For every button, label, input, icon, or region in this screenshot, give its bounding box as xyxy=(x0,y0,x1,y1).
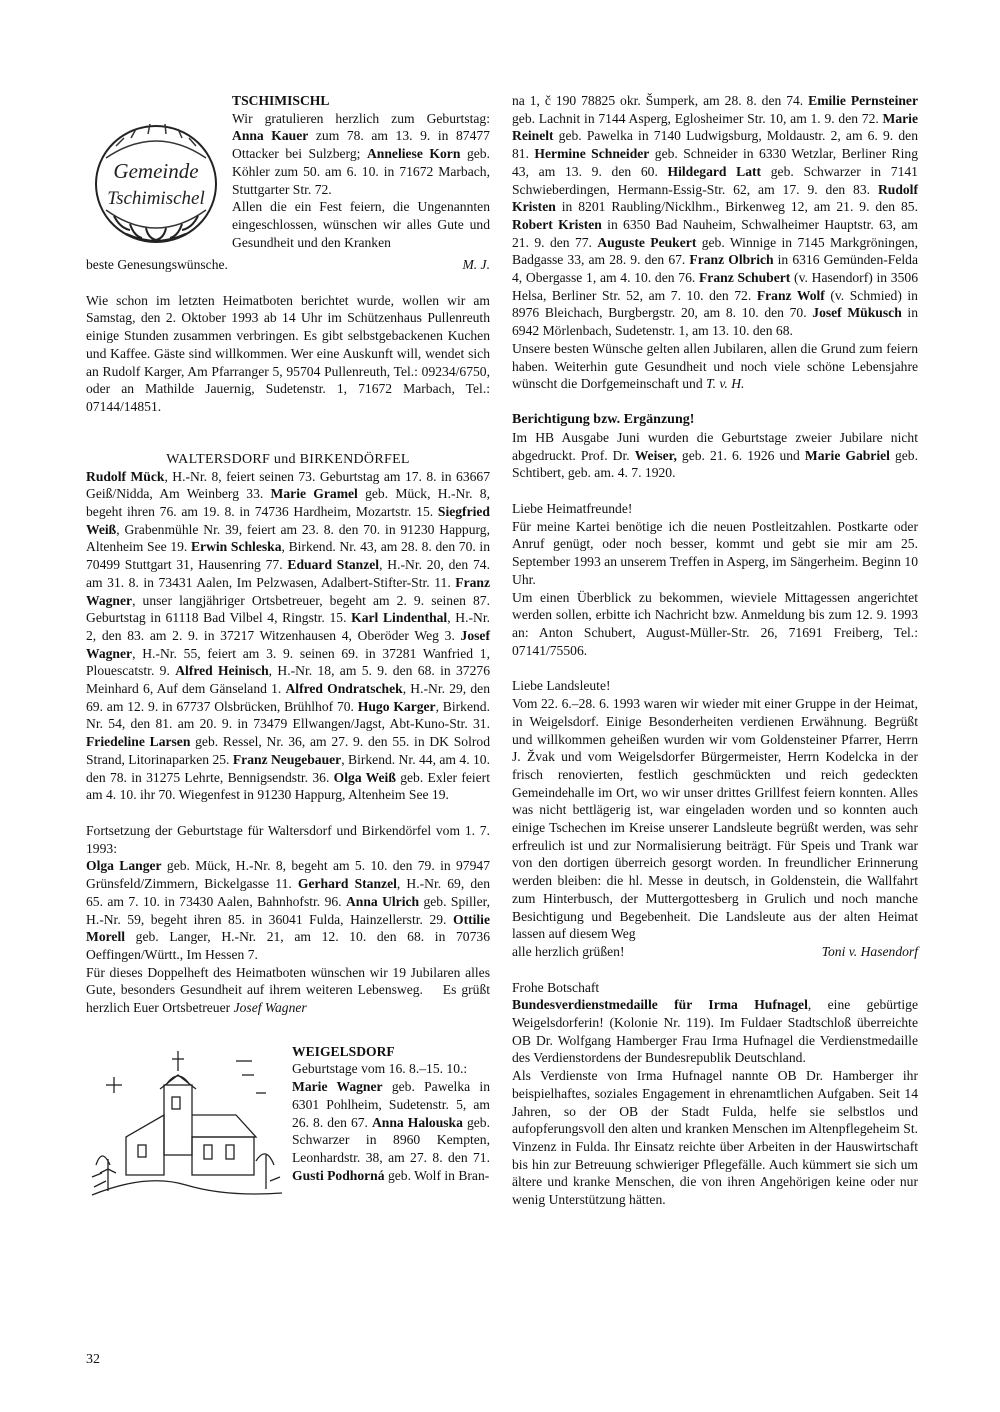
left-column xyxy=(86,92,490,1210)
landsleute-end: alle herzlich grüßen! Toni v. Hasendorf xyxy=(512,943,918,959)
spacer xyxy=(512,393,918,411)
jubilar-name: Anneliese Korn xyxy=(366,146,461,162)
jubilar-name: Ottilie Morell xyxy=(86,911,490,945)
entry-lead-text: na 1, č 190 78825 okr. Šumperk, am 28. 8. den 74. xyxy=(512,93,809,108)
jubilar-name: Hildegard Latt xyxy=(667,163,762,179)
right-column xyxy=(512,92,918,1209)
tschimischl-greetings: Wir gratulieren herzlich zum Geburtstag: Anna Kauer zum 78. am 13. 9. in 87477 Ottacker bei Sulzberg; Anneliese Korn geb. Köhler zum 50. am 6. 10. in 71672 Marbach, Stuttgarter Str. 72. xyxy=(232,110,490,197)
jubilar-name: Gerhard Stanzel xyxy=(297,876,397,892)
jubilar-details: , Birkend. Nr. 54, den 81. am 20. 9. in 73479 Ellwangen/Jagst, Abt-Kuno-Str. 31. xyxy=(86,698,490,732)
jubilar-name: Josef Wagner xyxy=(86,627,490,661)
spacer xyxy=(86,804,490,822)
jubilar-name: Marie Gabriel xyxy=(804,447,890,463)
jubilar-name: Rudolf Mück xyxy=(86,468,165,484)
jubilar-details: geb. Pawelka in 7140 Ludwigsburg, Moldaustr. 2, am 6. 9. den 81. xyxy=(512,128,918,162)
jubilar-name: Gusti Podhorná xyxy=(292,1167,385,1183)
signature: M. J. xyxy=(462,257,490,272)
tschimischl-wishes-end: beste Genesungswünsche. M. J. xyxy=(86,257,490,272)
salutation: Liebe Landsleute! xyxy=(512,678,611,694)
jubilar-name: Marie Reinelt xyxy=(512,110,918,144)
jubilar-name: Hermine Schneider xyxy=(534,146,650,162)
waltersdorf-closing: Für dieses Doppelheft des Heimatboten wünschen wir 19 Jubilaren alles Gute, besonders Gesundheit auf ihrem weiteren Lebensweg. Es grüßt herzlich Euer Ortsbetreuer Josef Wagner xyxy=(86,964,491,1016)
section-waltersdorf xyxy=(86,452,490,1017)
jubilar-details: , Birkend. Nr. 44, am 4. 10. den 78. in 31275 Lehrte, Bennigsendstr. 36. xyxy=(86,751,490,785)
tschimischl-event: Wie schon im letzten Heimatboten berichtet wurde, wollen wir am Samstag, den 2. Oktober 1993 ab 14 Uhr im Schützenhaus Pullenreuth einige Stunden zusammen verbringen. Es gibt selbstgebackenen Kuchen und Kaffee. Gäste sind willkommen. Wer eine Auskunft will, wendet sich an Rudolf Karger, Am Pfarranger 5, 95704 Pullenreuth, Tel.: 09234/6750, oder an Mathilde Jauernig, Sudetenstr. 1, 71672 Marbach, Tel.: 07144/14851. xyxy=(86,292,490,414)
signature: Josef Wagner xyxy=(233,1000,307,1016)
spacer xyxy=(512,482,918,500)
jubilar-name: Eduard Stanzel xyxy=(287,557,380,573)
jubilar-name: Olga Langer xyxy=(86,858,162,874)
jubilar-name: Alfred Heinisch xyxy=(175,663,269,679)
botschaft-text-1: Bundesverdienstmedaille für Irma Hufnagel, eine gebürtige Weigelsdorferin! (Kolonie Nr. 119). Im Fuldaer Stadtschloß überreichte OB Dr. Wolfgang Hamberger Frau Irma Hufnagel die Verdienstmedaille des Verdienstordens der Bundesrepublik Deutschland. xyxy=(512,997,918,1066)
jubilar-name: Karl Lindenthal xyxy=(351,610,448,626)
section-weigelsdorf xyxy=(86,1043,490,1185)
waltersdorf-birthdays xyxy=(86,468,490,804)
tschimischl-wishes: Allen die ein Fest feiern, die Ungenannten eingeschlossen, wünschen wir alles Gute und Gesundheit und den Kranken xyxy=(232,199,490,250)
jubilar-details: geb. Langer, H.-Nr. 21, am 12. 10. den 68. in 70736 Oeffingen/Württ., Im Hessen 7. xyxy=(86,929,490,962)
botschaft-title: Bundesverdienstmedaille für Irma Hufnagel xyxy=(512,997,808,1013)
section-title-waltersdorf: WALTERSDORF und BIRKENDÖRFEL xyxy=(166,451,410,467)
heimatfreunde-text-2: Um einen Überblick zu bekommen, wieviele Mittagessen angerichtet werden sollen, erbitte ich Nachricht bzw. Anmeldung bis zum 12. 9. 1993 an: Anton Schubert, August-Müller-Str. 26, 71691 Freiberg, Tel.: 07141/75506. xyxy=(512,589,918,658)
jubilar-details: , H.-Nr. 69, den 65. am 7. 10. in 73430 Aalen, Bahnhofstr. 96. xyxy=(86,876,490,909)
jubilar-name: Franz Olbrich xyxy=(689,252,774,268)
jubilar-name: Weiser, xyxy=(634,447,677,463)
emblem-graphic xyxy=(86,106,226,256)
jubilar-name: Alfred Ondratschek xyxy=(285,681,403,697)
spacer xyxy=(86,1017,490,1043)
section-landsleute xyxy=(512,677,918,960)
page-number: 32 xyxy=(86,1352,100,1367)
weigelsdorf-birthdays: Marie Wagner geb. Pawelka in 6301 Pohlheim, Sudetenstr. 5, am 26. 8. den 67. Anna Halouska geb. Schwarzer in 8960 Kempten, Leonhardstr. 38, am 27. 8. den 71. Gusti Podhorná geb. Wolf in Bran- xyxy=(292,1079,490,1183)
jubilar-name: Friedeline Larsen xyxy=(86,734,191,750)
section-tschimischl xyxy=(86,92,490,416)
botschaft-text-2: Als Verdienste von Irma Hufnagel nannte OB Dr. Hamberger ihr beispielhaftes, soziales Engagement in ehrenamtlichen Aufgaben. Seit 14 Jahren, so der OB der Stadt Fulda, helfe sie selbstlos und aufopferungsvoll den alten und kranken Menschen im Altenpflegeheim St. Vinzenz in Fulda. Ihr Einsatz reichte über Arbeiten in der Hauswirtschaft bis hin zur Betreuung schwieriger Pflegefälle. Auch kümmert sie sich um ältere und kranke Menschen, die von ihren Angehörigen keine oder nur wenig Unterstützung hätten. xyxy=(512,1068,918,1208)
jubilar-details: in 6316 Gemünden-Felda 4, Obergasse 1, am 4. 10. den 76. xyxy=(512,252,918,286)
landsleute-text: Vom 22. 6.–28. 6. 1993 waren wir wieder mit einer Gruppe in der Heimat, in Weigelsdorf. Einige Besonderheiten verdienen Erwähnung. Begrüßt und willkommen geheißen wurden wir vom Goldensteiner Pfarrer, Herrn J. Žvak und vom Weigelsdorfer Bürgermeister, Herrn Kodelcka in der frisch renovierten, festlich geschmückten und reich gedeckten Gemeindehalle im Ort, wo wir unser drittes Grillfest feiern konnten. Alles was nicht bettlägerig ist, war eingeladen worden und so konnten auch einige Tschechen im Kreise unserer Landsleute begrüßt werden, was sehr erfreulich ist und zur Normalisierung beiträgt. Für Speis und Trank war von den dortigen überreich gesorgt worden. In freundlicher Erinnerung werden bleiben: die hl. Messe in deutsch, in Goldenstein, die Wallfahrt zum Hinterbusch, der Muttergottesberg in Grulich und noch manche Besichtigung und Begebenheit. Die Landsleute aus der alten Heimat lassen auf diesem Weg xyxy=(512,696,918,942)
jubilar-name: Hugo Karger xyxy=(357,698,436,714)
section-botschaft xyxy=(512,979,918,1209)
svg-text:Gemeinde: Gemeinde xyxy=(113,159,199,183)
signature: T. v. H. xyxy=(706,376,745,392)
jubilar-name: Emilie Pernsteiner xyxy=(808,93,918,108)
jubilar-details: geb. Exler feiert am 4. 10. ihr 70. Wiegenfest in 91230 Happurg, Altenheim See 19. xyxy=(86,769,490,803)
jubilar-name: Franz Wagner xyxy=(86,574,490,608)
jubilar-name: Olga Weiß xyxy=(333,769,396,785)
section-heimatfreunde xyxy=(512,500,918,659)
spacer xyxy=(512,659,918,677)
jubilar-name: Marie Wagner xyxy=(292,1079,383,1095)
jubilar-details: , H.-Nr. 18, am 5. 9. den 68. in 37276 Meinhard 6, Auf dem Gänseland 1. xyxy=(86,663,490,697)
jubilar-details: geb. Winnige in 7145 Markgröningen, Badgasse 33, am 28. 9. den 67. xyxy=(512,234,918,268)
jubilar-details: , unser langjähriger Ortsbetreuer, begeht am 2. 9. seinen 87. Geburtstag in 61118 Bad Vilbel 4, Ringstr. 15. xyxy=(86,592,490,626)
weigelsdorf-birthdays-continued xyxy=(512,92,918,340)
jubilar-name: Auguste Peukert xyxy=(597,234,697,250)
jubilar-details: geb. Lachnit in 7144 Asperg, Eglosheimer Str. 10, am 1. 9. den 72. xyxy=(512,110,883,126)
jubilar-details: geb. Mück, H.-Nr. 8, begeht ihren 76. am 19. 8. in 74736 Hardheim, Mozartstr. 15. xyxy=(86,486,490,520)
jubilar-name: Anna Kauer xyxy=(232,128,309,144)
section-title-tschimischl: TSCHIMISCHL xyxy=(232,93,330,108)
jubilar-name: Franz Schubert xyxy=(699,270,791,286)
jubilar-name: Anna Ulrich xyxy=(345,893,420,909)
section-title-weigelsdorf: WEIGELSDORF xyxy=(292,1043,395,1059)
waltersdorf-cont-birthdays xyxy=(86,857,490,963)
jubilar-details: (v. Schmied) in 8976 Bleichach, Burgbergstr. 20, am 8. 10. den 70. xyxy=(512,287,918,321)
section-correction xyxy=(512,411,918,482)
signature: Toni v. Hasendorf xyxy=(821,943,918,959)
spacer xyxy=(86,416,490,452)
church-illustration xyxy=(86,1045,286,1210)
jubilar-name: Franz Wolf xyxy=(756,287,825,303)
spacer xyxy=(86,274,490,292)
jubilar-details: geb. Spiller, H.-Nr. 59, begeht ihren 85. in 36041 Fulda, Hainzellerstr. 29. xyxy=(86,893,490,927)
salutation: Liebe Heimatfreunde! xyxy=(512,501,633,517)
jubilar-details: , Birkend. Nr. 43, am 28. 8. den 70. in 70499 Stuttgart 31, Hausenring 77. xyxy=(86,539,491,573)
jubilar-details: (v. Hasendorf) in 3506 Helsa, Berliner Str. 52, am 7. 10. den 72. xyxy=(512,270,918,303)
jubilar-details: geb. Mück, H.-Nr. 8, begeht am 5. 10. den 79. in 97947 Grünsfeld/Zimmern, Bickelgasse 11. xyxy=(86,858,490,892)
correction-title: Berichtigung bzw. Ergänzung! xyxy=(512,411,695,427)
heimatfreunde-text-1: Für meine Kartei benötige ich die neuen Postleitzahlen. Postkarte oder Anruf genügt, oder noch besser, kommt und gebt sie mir am 25. September 1993 an unserem Treffen in Asperg, im Sängerheim. Beginn 10 Uhr. xyxy=(512,518,918,587)
jubilar-name: Rudolf Kristen xyxy=(512,181,918,215)
jubilar-details: geb. Schwarzer in 7141 Schwieberdingen, Hermann-Essig-Str. 62, am 17. 9. den 83. xyxy=(512,163,918,197)
jubilar-name: Siegfried Weiß xyxy=(86,504,490,537)
jubilar-details: , H.-Nr. 2, den 83. am 2. 9. in 37217 Witzenhausen 4, Oberöder Weg 3. xyxy=(86,610,490,643)
botschaft-heading: Frohe Botschaft xyxy=(512,979,600,995)
jubilar-name: Josef Mükusch xyxy=(812,305,902,321)
jubilar-details: , H.-Nr. 8, feiert seinen 73. Geburtstag am 17. 8. in 63667 Geiß/Nidda, Am Weinberg 33. xyxy=(86,468,491,502)
correction-text: Im HB Ausgabe Juni wurden die Geburtstage zweier Jubilare nicht abgedruckt. Prof. Dr. Weiser, geb. 21. 6. 1926 und Marie Gabriel geb. Schtibert, geb. am. 4. 7. 1920. xyxy=(512,429,918,481)
jubilar-details: geb. Schneider in 6330 Wetzlar, Berliner Ring 43, am 13. 9. den 60. xyxy=(512,146,918,179)
svg-text:Tschimischel: Tschimischel xyxy=(107,188,205,209)
jubilar-name: Anna Halouska xyxy=(371,1114,463,1130)
jubilar-details: , Grabenmühle Nr. 39, feiert am 23. 8. den 70. in 91230 Happurg, Altenheim See 19. xyxy=(86,521,490,555)
jubilar-details: geb. Ressel, Nr. 36, am 27. 9. den 55. in DK Solrod Strand, Litorinaparken 25. xyxy=(86,734,490,767)
gemeinde-tschimischel-emblem xyxy=(86,106,226,256)
jubilar-details: , H.-Nr. 29, den 69. am 12. 9. in 67737 Olsbrücken, Brühlhof 70. xyxy=(86,681,490,714)
jubilar-name: Franz Neugebauer xyxy=(232,751,342,767)
jubilar-name: Marie Gramel xyxy=(270,486,358,502)
weigelsdorf-intro: Geburtstage vom 16. 8.–15. 10.: xyxy=(292,1061,468,1077)
church-graphic xyxy=(86,1045,286,1210)
jubilar-name: Robert Kristen xyxy=(512,216,602,232)
jubilar-details: , H.-Nr. 20, den 74. am 31. 8. in 73431 Aalen, Im Pelzwasen, Adalbert-Stifter-Str. 11. xyxy=(86,557,491,590)
waltersdorf-cont-intro: Fortsetzung der Geburtstage für Waltersdorf und Birkendörfel vom 1. 7. 1993: xyxy=(86,822,490,856)
weigelsdorf-wishes: Unsere besten Wünsche gelten allen Jubilaren, allen die Grund zum feiern haben. Weiterhin gute Gesundheit und noch viele schöne Lebensjahre wünscht die Dorfgemeinschaft und T. v. H. xyxy=(512,340,918,392)
jubilar-name: Erwin Schleska xyxy=(190,539,282,555)
jubilar-details: in 6350 Bad Nauheim, Schwalheimer Hauptstr. 63, am 21. 9. den 77. xyxy=(512,216,918,250)
jubilar-details: in 6942 Mörlenbach, Sudetenstr. 1, am 13. 10. den 68. xyxy=(512,305,918,339)
jubilar-details: , H.-Nr. 55, feiert am 3. 9. seinen 69. in 37281 Wanfried 1, Plouescatstr. 9. xyxy=(86,645,490,679)
jubilar-details: in 8201 Raubling/Nicklhm., Birkenweg 12, am 21. 9. den 85. xyxy=(555,199,918,215)
spacer xyxy=(512,961,918,979)
